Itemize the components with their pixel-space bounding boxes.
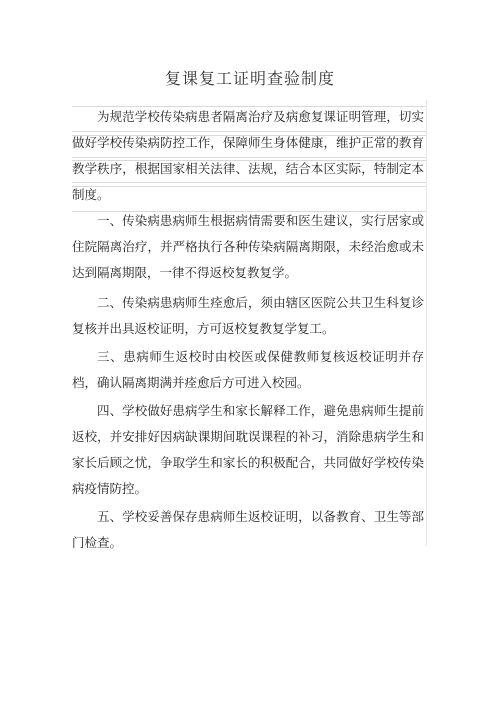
paragraph-1: 一、传染病患病师生根据病情需要和医生建议，实行居家或住院隔离治疗，并严格执行各种传染病隔离期限，未经治愈或未达到隔离期限，一律不得返校复教复学。 [72,213,424,280]
paragraph-2: 二、传染病患病师生痊愈后，须由辖区医院公共卫生科复诊复核并出具返校证明，方可返校复教复学复工。 [72,295,424,336]
paragraph-3: 三、患病师生返校时由校医或保健教师复核返校证明并存档，确认隔离期满并痊愈后方可进入校园。 [72,349,424,390]
paragraph-4: 四、学校做好患病学生和家长解释工作，避免患病师生提前返校，并安排好因病缺课期间耽误课程的补习，消除患病学生和家长后顾之忧，争取学生和家长的积极配合，共同做好学校传染病疫情防控。 [72,403,424,496]
document-body [72,100,427,550]
paragraph-intro: 为规范学校传染病患者隔离治疗及病愈复课证明管理，切实做好学校传染病防控工作，保障师生身体健康，维护正常的教育教学秩序，根据国家相关法律、法规，结合本区实际，特制定本制度。 [72,109,424,202]
document-title: 复课复工证明查验制度 [164,69,335,88]
paragraph-5: 五、学校妥善保存患病师生返校证明，以备教育、卫生等部门检查。 [72,509,424,550]
